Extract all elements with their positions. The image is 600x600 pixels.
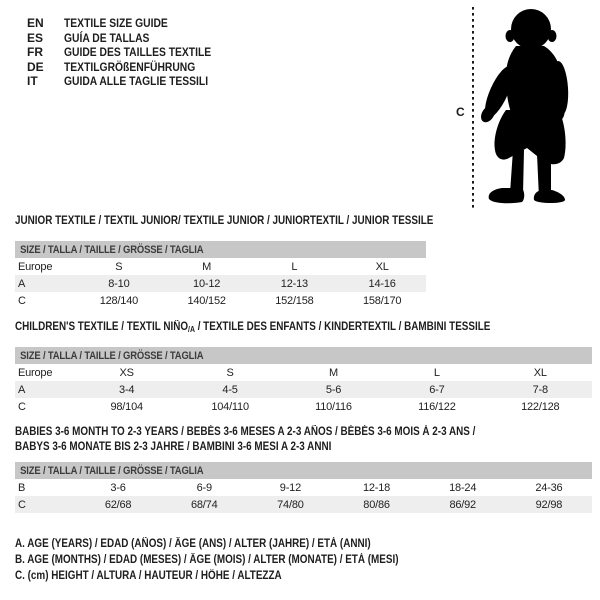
size-cell: 10-12 — [193, 277, 221, 290]
size-header-bar — [15, 462, 592, 479]
language-label: TEXTILGRÖßENFÜHRUNG — [64, 59, 196, 74]
language-row-en — [27, 16, 235, 31]
language-code: FR — [27, 45, 43, 60]
size-cell: 3-6 — [110, 481, 126, 494]
language-row-de — [27, 60, 235, 75]
section-title-children — [15, 320, 568, 337]
language-code: ES — [27, 30, 44, 45]
children-size-table — [15, 347, 592, 415]
row-label: C — [18, 498, 26, 511]
row-label: Europe — [18, 366, 53, 379]
size-cell: 74/80 — [277, 498, 304, 511]
height-dashed-line — [471, 7, 475, 208]
size-header-label: SIZE / TALLA / TAILLE / GRÖSSE / TAGLIA — [20, 243, 204, 256]
size-cell: 98/104 — [110, 400, 143, 413]
section-title-text: CHILDREN'S TEXTILE / TEXTIL $NIÑO_{/A}$ / TEXTILE DES ENFANTS / KINDERTEXTIL / BAMBINI TESSILE — [15, 321, 491, 334]
size-header-bar — [15, 241, 426, 258]
section-title-text-line1: BABIES 3-6 MONTH TO 2-3 YEARS / BEBÉS 3-6 MESES A 2-3 AÑOS / BÉBÉS 3-6 MOIS À 2-3 ANS / — [15, 426, 476, 438]
size-cell: 68/74 — [190, 498, 218, 511]
language-label: GUIDA ALLE TAGLIE TESSILI — [64, 74, 209, 89]
size-cell: 24-36 — [535, 481, 563, 494]
row-label: C — [18, 294, 26, 307]
language-code: DE — [27, 59, 44, 74]
size-cell: 86/92 — [449, 498, 476, 511]
size-cell: 104/110 — [211, 400, 249, 413]
language-label: GUÍA DE TALLAS — [64, 30, 150, 45]
row-label: C — [18, 400, 26, 413]
size-header-label: SIZE / TALLA / TAILLE / GRÖSSE / TAGLIA — [20, 464, 204, 477]
row-label: Europe — [18, 260, 53, 273]
size-cell: 3-4 — [119, 383, 135, 396]
size-cell: XS — [119, 366, 134, 379]
size-cell: 158/170 — [362, 294, 402, 307]
language-label: GUIDE DES TAILLES TEXTILE — [64, 45, 212, 60]
size-cell: XL — [375, 260, 389, 273]
section-title-text: JUNIOR TEXTILE / TEXTIL JUNIOR/ TEXTILE JUNIOR / JUNIORTEXTIL / JUNIOR TESSILE — [15, 215, 434, 227]
language-title-list — [27, 16, 235, 89]
language-row-es — [27, 31, 235, 46]
size-cell: 6-7 — [429, 383, 445, 396]
size-cell: L — [291, 260, 298, 273]
size-cell: 140/152 — [187, 294, 226, 307]
size-cell: L — [433, 366, 440, 379]
size-cell: M — [328, 366, 338, 379]
size-cell: 128/140 — [99, 294, 139, 307]
table-row-age — [15, 275, 426, 292]
row-label: B — [18, 481, 26, 494]
height-measure-label: C — [456, 105, 465, 119]
size-cell: 14-16 — [368, 277, 396, 290]
table-row-europe — [15, 364, 592, 381]
size-cell: 4-5 — [222, 383, 238, 396]
size-cell: XL — [533, 366, 547, 379]
table-row-europe — [15, 258, 426, 275]
size-cell: 5-6 — [325, 383, 342, 396]
table-row-age — [15, 381, 592, 398]
language-code: IT — [27, 74, 38, 89]
size-cell: 9-12 — [279, 481, 301, 494]
size-cell: S — [226, 366, 234, 379]
table-row-age-months — [15, 479, 592, 496]
table-row-height — [15, 398, 592, 415]
size-cell: 152/158 — [275, 294, 314, 307]
section-title-junior — [15, 214, 501, 229]
language-row-fr — [27, 45, 235, 60]
size-cell: 110/116 — [315, 400, 352, 413]
size-cell: 8-10 — [108, 277, 130, 290]
size-header-bar — [15, 347, 592, 364]
row-label: A — [18, 383, 26, 396]
section-title-text-line2: BABYS 3-6 MONATE BIS 2-3 JAHRE / BAMBINI 3-6 MESI A 2-3 ANNI — [15, 441, 332, 453]
size-cell: 122/128 — [521, 400, 560, 413]
junior-size-table — [15, 241, 426, 309]
size-cell: M — [202, 260, 212, 273]
footnote-c: C. (cm) HEIGHT / ALTURA / HAUTEUR / HÖHE / ALTEZZA — [15, 570, 282, 582]
size-cell: S — [115, 260, 123, 273]
footnote-b: B. AGE (MONTHS) / EDAD (MESES) / ÂGE (MOIS) / ALTER (MONATE) / ETÀ (MESI) — [15, 554, 399, 566]
row-label: A — [18, 277, 26, 290]
language-label: TEXTILE SIZE GUIDE — [64, 16, 168, 30]
size-cell: 7-8 — [532, 383, 548, 396]
size-cell: 6-9 — [196, 481, 212, 494]
size-cell: 80/86 — [363, 498, 390, 511]
language-code: EN — [27, 16, 44, 30]
size-cell: 12-13 — [280, 277, 308, 290]
size-cell: 12-18 — [362, 481, 391, 494]
size-cell: 62/68 — [104, 498, 132, 511]
title-subscript: /A — [188, 325, 195, 334]
footnotes — [15, 536, 461, 584]
size-cell: 92/98 — [535, 498, 563, 511]
section-title-babies — [15, 425, 550, 455]
language-row-it — [27, 74, 235, 89]
table-row-height — [15, 496, 592, 513]
table-row-height — [15, 292, 426, 309]
size-cell: 116/122 — [418, 400, 456, 413]
footnote-a: A. AGE (YEARS) / EDAD (AÑOS) / ÂGE (ANS) / ALTER (JAHRE) / ETÀ (ANNI) — [15, 538, 371, 550]
baby-silhouette-icon — [480, 0, 600, 210]
size-header-label: SIZE / TALLA / TAILLE / GRÖSSE / TAGLIA — [20, 349, 204, 362]
size-cell: 18-24 — [449, 481, 477, 494]
babies-size-table — [15, 462, 592, 513]
